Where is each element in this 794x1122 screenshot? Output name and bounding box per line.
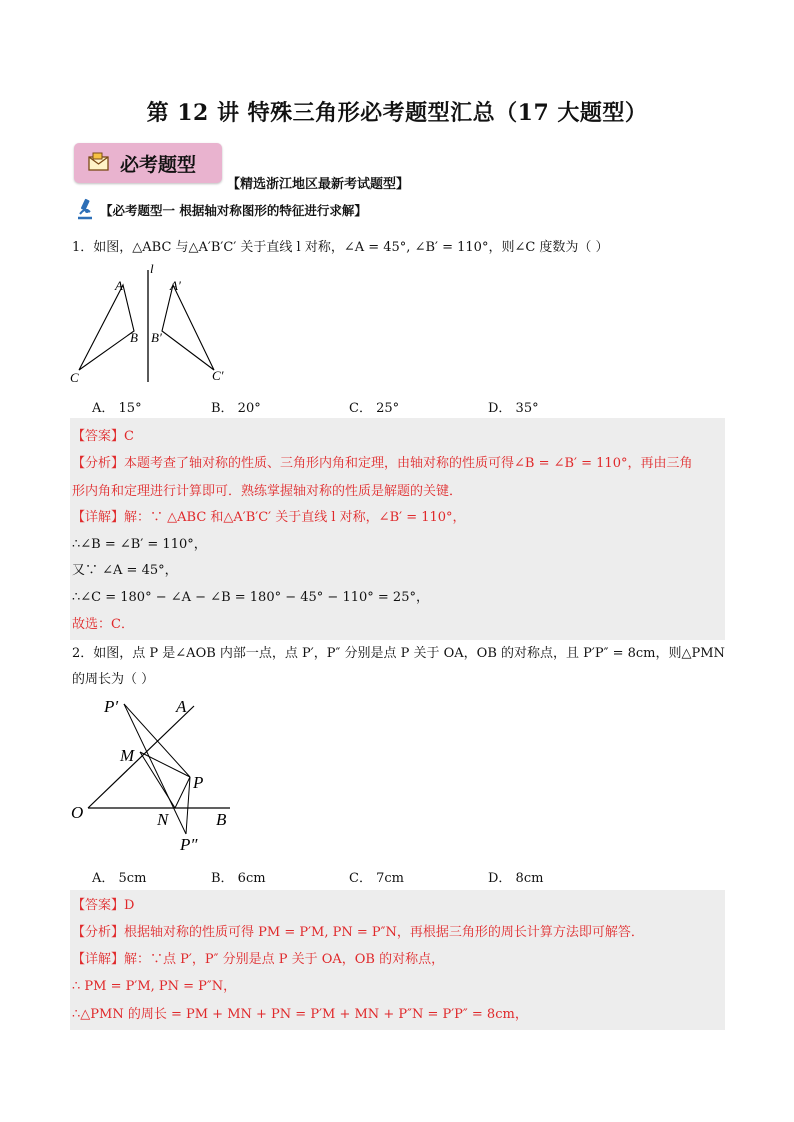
envelope-icon <box>88 152 110 172</box>
label-p-prime: P′ <box>104 697 119 716</box>
label-l: l <box>150 261 154 276</box>
q1-analysis-line2: 形内角和定理进行计算即可．熟练掌握轴对称的性质是解题的关键． <box>72 484 463 499</box>
must-test-badge <box>74 143 222 183</box>
section-heading <box>74 198 794 220</box>
label-o: O <box>71 803 84 822</box>
label-m: M <box>120 746 135 765</box>
label-p: P <box>193 773 204 792</box>
q1-step3: ∴∠C = 180° − ∠A − ∠B = 180° − 45° − 110° = 25°， <box>72 590 429 605</box>
q1-step1: ∴∠B = ∠B′ = 110°， <box>72 537 207 552</box>
microscope-icon <box>74 198 96 220</box>
q1-answer: 【答案】C <box>72 429 134 444</box>
q1-analysis-line1: 【分析】本题考查了轴对称的性质、三角形内角和定理，由轴对称的性质可得∠B = ∠B′ = 110°，再由三角 <box>72 456 693 471</box>
q2-detail: 【详解】解：∵点 P′，P″ 分别是点 P 关于 OA，OB 的对称点， <box>72 952 445 967</box>
q1-option-d: D． 35° <box>488 401 539 416</box>
q1-option-b: B． 20° <box>211 401 261 416</box>
badge-label: 必考题型 <box>120 154 197 176</box>
label-b: B <box>130 330 138 345</box>
label-b-prime: B′ <box>151 330 162 345</box>
q2-stem-line2: 的周长为（ ） <box>72 672 155 687</box>
q1-option-a: A． 15° <box>92 401 142 416</box>
segment-p-p2 <box>186 777 190 834</box>
page-title: 第 12 讲 特殊三角形必考题型汇总（17 大题型） <box>146 100 648 126</box>
q2-option-c: C． 7cm <box>349 871 404 886</box>
q1-stem: 1．如图，△ABC 与△A′B′C′ 关于直线 l 对称，∠A = 45°, ∠B′ = 110°，则∠C 度数为（ ） <box>72 240 609 255</box>
label-c-prime: C′ <box>212 368 224 383</box>
triangle-a2b2c2 <box>162 285 214 370</box>
q1-figure <box>66 258 246 388</box>
q2-option-b: B． 6cm <box>211 871 266 886</box>
q1-step2: 又∵ ∠A = 45°， <box>72 563 178 578</box>
label-c: C <box>70 370 79 385</box>
label-a: A <box>115 278 123 293</box>
q2-option-d: D． 8cm <box>488 871 544 886</box>
label-a: A <box>176 697 187 716</box>
q1-option-c: C． 25° <box>349 401 400 416</box>
subtitle: 【精选浙江地区最新考试题型】 <box>227 177 410 192</box>
q2-answer: 【答案】D <box>72 898 135 913</box>
triangle-abc <box>79 285 134 370</box>
section-title: 【必考题型一 根据轴对称图形的特征进行求解】 <box>100 203 367 218</box>
segment-p1-p2 <box>124 704 186 834</box>
q1-step4: 故选：C． <box>72 617 134 632</box>
q2-step1: ∴ PM = P′M, PN = P″N， <box>72 979 237 994</box>
label-p-double-prime: P″ <box>180 835 198 854</box>
label-n: N <box>157 810 169 829</box>
q2-figure <box>66 692 246 858</box>
ray-oa <box>88 706 194 808</box>
label-b: B <box>216 810 227 829</box>
label-a-prime: A′ <box>170 278 181 293</box>
q2-analysis: 【分析】根据轴对称的性质可得 PM = P′M, PN = P″N，再根据三角形的周长计算方法即可解答． <box>72 925 644 940</box>
q1-detail: 【详解】解：∵ △ABC 和△A′B′C′ 关于直线 l 对称，∠B′ = 110°， <box>72 510 466 525</box>
q2-step2: ∴△PMN 的周长 = PM + MN + PN = P′M + MN + P″N = P′P″ = 8cm， <box>72 1007 528 1022</box>
q2-stem-line1: 2．如图，点 P 是∠AOB 内部一点，点 P′，P″ 分别是点 P 关于 OA，OB 的对称点，且 P′P″ = 8cm，则△PMN <box>72 646 725 661</box>
q2-option-a: A． 5cm <box>92 871 147 886</box>
